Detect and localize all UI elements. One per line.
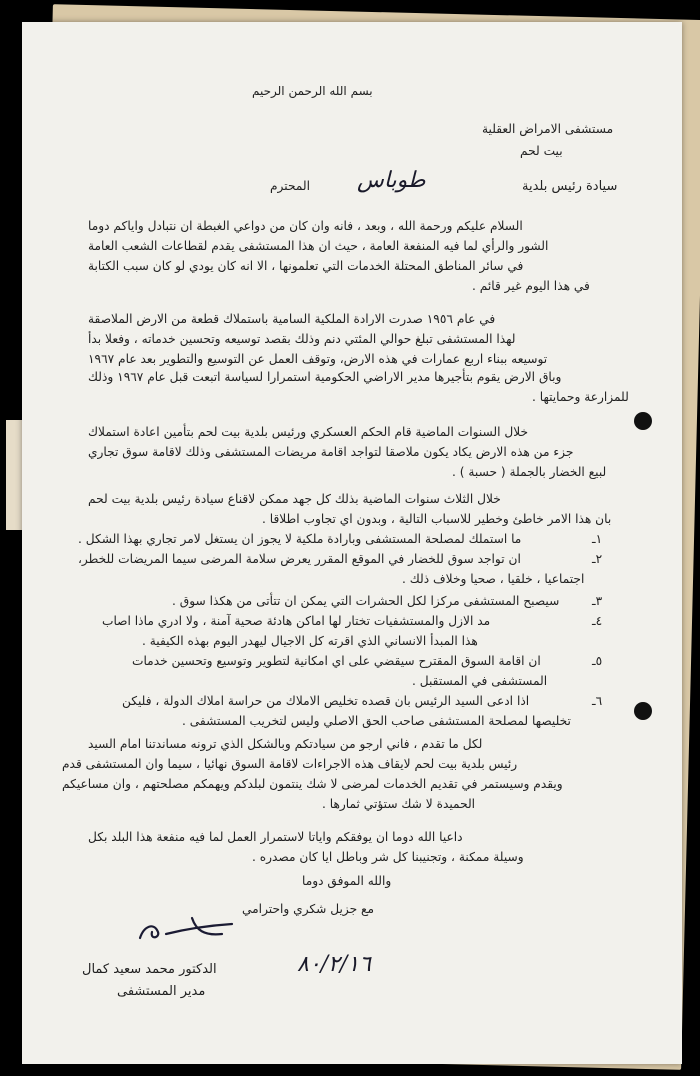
addressee-city-handwritten: طوباس — [357, 168, 426, 193]
paragraph-line: توسيعه ببناء اربع عمارات في هذه الارض، وتوقف العمل عن التوسيع والتطوير بعد عام ١٩٦٧ — [88, 352, 548, 366]
reason-number: ٦ـ — [592, 694, 603, 708]
paragraph-line: لهذا المستشفى تبلغ حوالي المئتي دنم وذلك بقصد توسيعه وتحسين خدماته ، وفعلا بدأ — [88, 332, 516, 346]
reason-line: اذا ادعى السيد الرئيس بان قصده تخليص الاملاك من حراسة املاك الدولة ، فليكن — [122, 694, 530, 708]
sender-city: بيت لحم — [520, 144, 563, 158]
paragraph-line: وسيلة ممكنة ، وتجنيبنا كل شر وباطل ايا كان مصدره . — [252, 850, 524, 864]
paragraph-line: للمزارعة وحمايتها . — [532, 390, 629, 404]
basmala: بسم الله الرحمن الرحيم — [252, 84, 373, 98]
reason-number: ٤ـ — [592, 614, 603, 628]
signer-title: مدير المستشفى — [117, 984, 206, 999]
paragraph-line: لكل ما تقدم ، فاني ارجو من سيادتكم وبالشكل الذي ترونه مساندتنا امام السيد — [88, 737, 483, 751]
reason-line: المستشفى في المستقبل . — [412, 674, 548, 688]
farewell: والله الموفق دوما — [302, 874, 392, 888]
paragraph-line: وباق الارض يقوم بتأجيرها مدير الاراضي الحكومية استمرارا لسياسة اتبعت قبل عام ١٩٦٧ وذلك — [88, 370, 562, 384]
reason-number: ٢ـ — [592, 552, 603, 566]
paragraph-line: بان هذا الامر خاطئ وخطير للاسباب التالية ، وبدون اي تجاوب اطلاقا . — [262, 512, 612, 526]
paragraph-line: الشور والرأي لما فيه المنفعة العامة ، حيث ان هذا المستشفى يقدم لقطاعات الشعب العامة — [88, 239, 549, 253]
reason-number: ٣ـ — [592, 594, 603, 608]
date-handwritten: ٨٠/٢/١٦ — [297, 952, 371, 977]
paragraph-line: لبيع الخضار بالجملة ( حسبة ) . — [452, 465, 607, 479]
paragraph-line: السلام عليكم ورحمة الله ، وبعد ، فانه وان كان من دواعي الغبطة ان نتبادل واياكم دوما — [88, 219, 523, 233]
reason-number: ١ـ — [592, 532, 603, 546]
reason-line: ان تواجد سوق للخضار في الموقع المقرر يعرض سلامة المرضى سيما المريضات للخطر، — [78, 552, 521, 566]
punch-hole — [634, 412, 652, 430]
punch-hole — [634, 702, 652, 720]
paragraph-line: خلال السنوات الماضية قام الحكم العسكري ورئيس بلدية بيت لحم بتأمين اعادة استملاك — [88, 425, 529, 439]
paragraph-line: الحميدة لا شك ستؤتي ثمارها . — [322, 797, 476, 811]
reason-line: اجتماعيا ، خلقيا ، صحيا وخلاف ذلك . — [402, 572, 585, 586]
paragraph-line: رئيس بلدية بيت لحم لايقاف هذه الاجراءات لاقامة السوق نهائيا ، سيما وان المستشفى قدم — [62, 757, 518, 771]
letter-page — [22, 22, 682, 1064]
sender-name: مستشفى الامراض العقلية — [482, 122, 614, 136]
reason-line: ما استملك لمصلحة المستشفى وبارادة ملكية لا يجوز ان يستغل لامر تجاري بهذا الشكل . — [78, 532, 522, 546]
handwritten-signature — [132, 908, 242, 948]
paragraph-line: ويقدم وسيستمر في تقديم الخدمات لمرضى لا شك ينتمون لبلدكم ويهمكم مصلحتهم ، وان مساعيكم — [62, 777, 563, 791]
reason-line: مد الازل والمستشفيات تختار لها اماكن هادئة صحية آمنة ، ولا ادري ماذا اصاب — [102, 614, 491, 628]
paragraph-line: في عام ١٩٥٦ صدرت الارادة الملكية السامية باستملاك قطعة من الارض الملاصقة — [88, 312, 496, 326]
reason-line: ان اقامة السوق المقترح سيقضي على اي امكانية لتطوير وتوسيع وتحسين خدمات — [132, 654, 541, 668]
paragraph-line: خلال الثلاث سنوات الماضية بذلك كل جهد ممكن لاقناع سيادة رئيس بلدية بيت لحم — [88, 492, 501, 506]
regards: مع جزيل شكري واحترامي — [242, 902, 375, 916]
paragraph-line: داعيا الله دوما ان يوفقكم واياتا لاستمرار العمل لما فيه منفعة هذا البلد بكل — [88, 830, 463, 844]
addressee-suffix: المحترم — [270, 179, 310, 193]
paragraph-line: جزء من هذه الارض يكاد يكون ملاصقا لتواجد اقامة مريضات المستشفى وذلك لاقامة سوق تجاري — [88, 445, 574, 459]
signer-name: الدكتور محمد سعيد كمال — [82, 962, 217, 977]
paragraph-line: في سائر المناطق المحتلة الخدمات التي تعلمونها ، الا انه كان يودي لو كان سبب الكتابة — [88, 259, 524, 273]
reason-line: هذا المبدأ الانساني الذي اقرته كل الاجيال ليهدر اليوم بهذه الكيفية . — [142, 634, 478, 648]
reason-line: تخليصها لمصلحة المستشفى صاحب الحق الاصلي وليس لتخريب المستشفى . — [182, 714, 571, 728]
reason-number: ٥ـ — [592, 654, 603, 668]
reason-line: سيصبح المستشفى مركزا لكل الحشرات التي يمكن ان تتأتى من هكذا سوق . — [172, 594, 560, 608]
paragraph-line: في هذا اليوم غير قائم . — [472, 279, 590, 293]
addressee-prefix: سيادة رئيس بلدية — [522, 179, 618, 194]
